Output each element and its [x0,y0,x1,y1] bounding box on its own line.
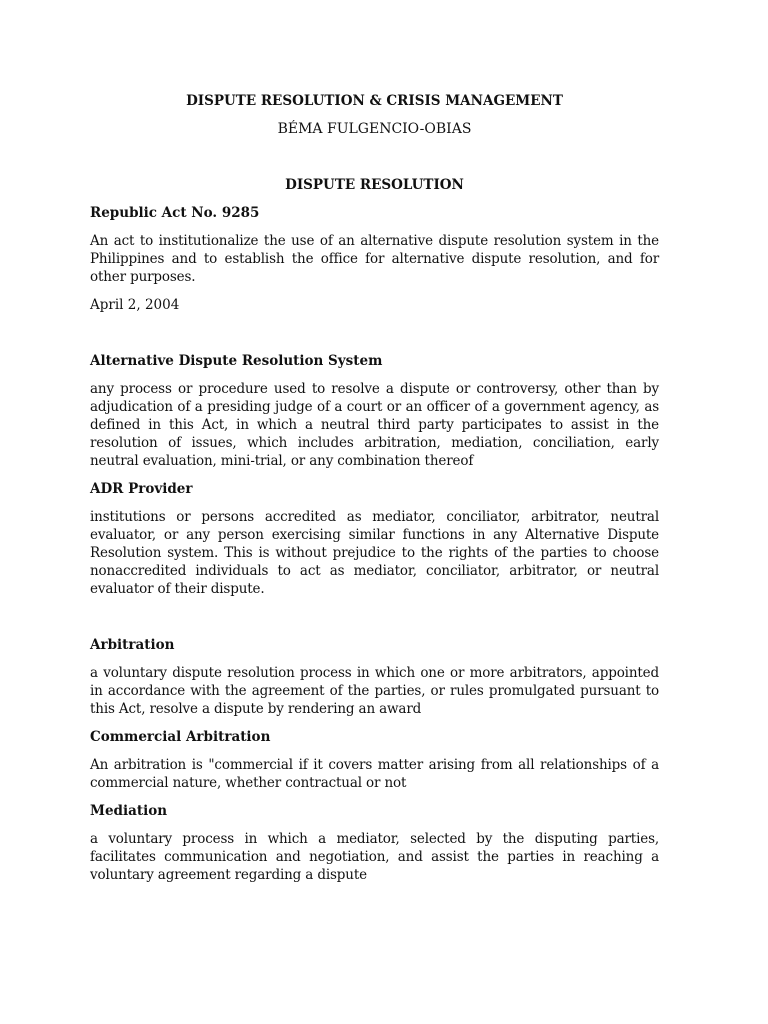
term-heading-arbitration: Arbitration [90,637,175,653]
act-description: An act to institutionalize the use of an alternative dispute resolution system in the Philippines and to establish the office for alternative dispute resolution, and for other purposes. [90,233,659,285]
term-heading-adr-system: Alternative Dispute Resolution System [90,353,383,369]
section-title: DISPUTE RESOLUTION [285,177,464,193]
document-author: BÉMA FULGENCIO-OBIAS [277,121,472,137]
act-date: April 2, 2004 [90,297,180,313]
term-heading-adr-provider: ADR Provider [90,481,193,497]
document-page [90,92,659,884]
act-heading: Republic Act No. 9285 [90,205,260,221]
term-definition-commercial-arbitration: An arbitration is "commercial if it covers matter arising from all relationships of a commercial nature, whether contractual or not [90,757,659,791]
term-definition-mediation: a voluntary process in which a mediator, selected by the disputing parties, facilitates communication and negotiation, and assist the parties in reaching a voluntary agreement regarding a dispute [90,831,659,883]
term-definition-adr-system: any process or procedure used to resolve a dispute or controversy, other than by adjudication of a presiding judge of a court or an officer of a government agency, as defined in this Act, in which a neutral third party participates to assist in the resolution of issues, which includes arbitration, mediation, conciliation, early neutral evaluation, mini-trial, or any combination thereof [90,381,659,469]
term-heading-commercial-arbitration: Commercial Arbitration [90,729,271,745]
term-heading-mediation: Mediation [90,803,168,819]
term-definition-arbitration: a voluntary dispute resolution process in which one or more arbitrators, appointed in accordance with the agreement of the parties, or rules promulgated pursuant to this Act, resolve a dispute by rendering an award [90,665,659,717]
term-definition-adr-provider: institutions or persons accredited as mediator, conciliator, arbitrator, neutral evaluator, or any person exercising similar functions in any Alternative Dispute Resolution system. This is without prejudice to the rights of the parties to choose nonaccredited individuals to act as mediator, conciliator, arbitrator, or neutral evaluator of their dispute. [90,509,659,597]
document-title: DISPUTE RESOLUTION & CRISIS MANAGEMENT [186,93,563,109]
